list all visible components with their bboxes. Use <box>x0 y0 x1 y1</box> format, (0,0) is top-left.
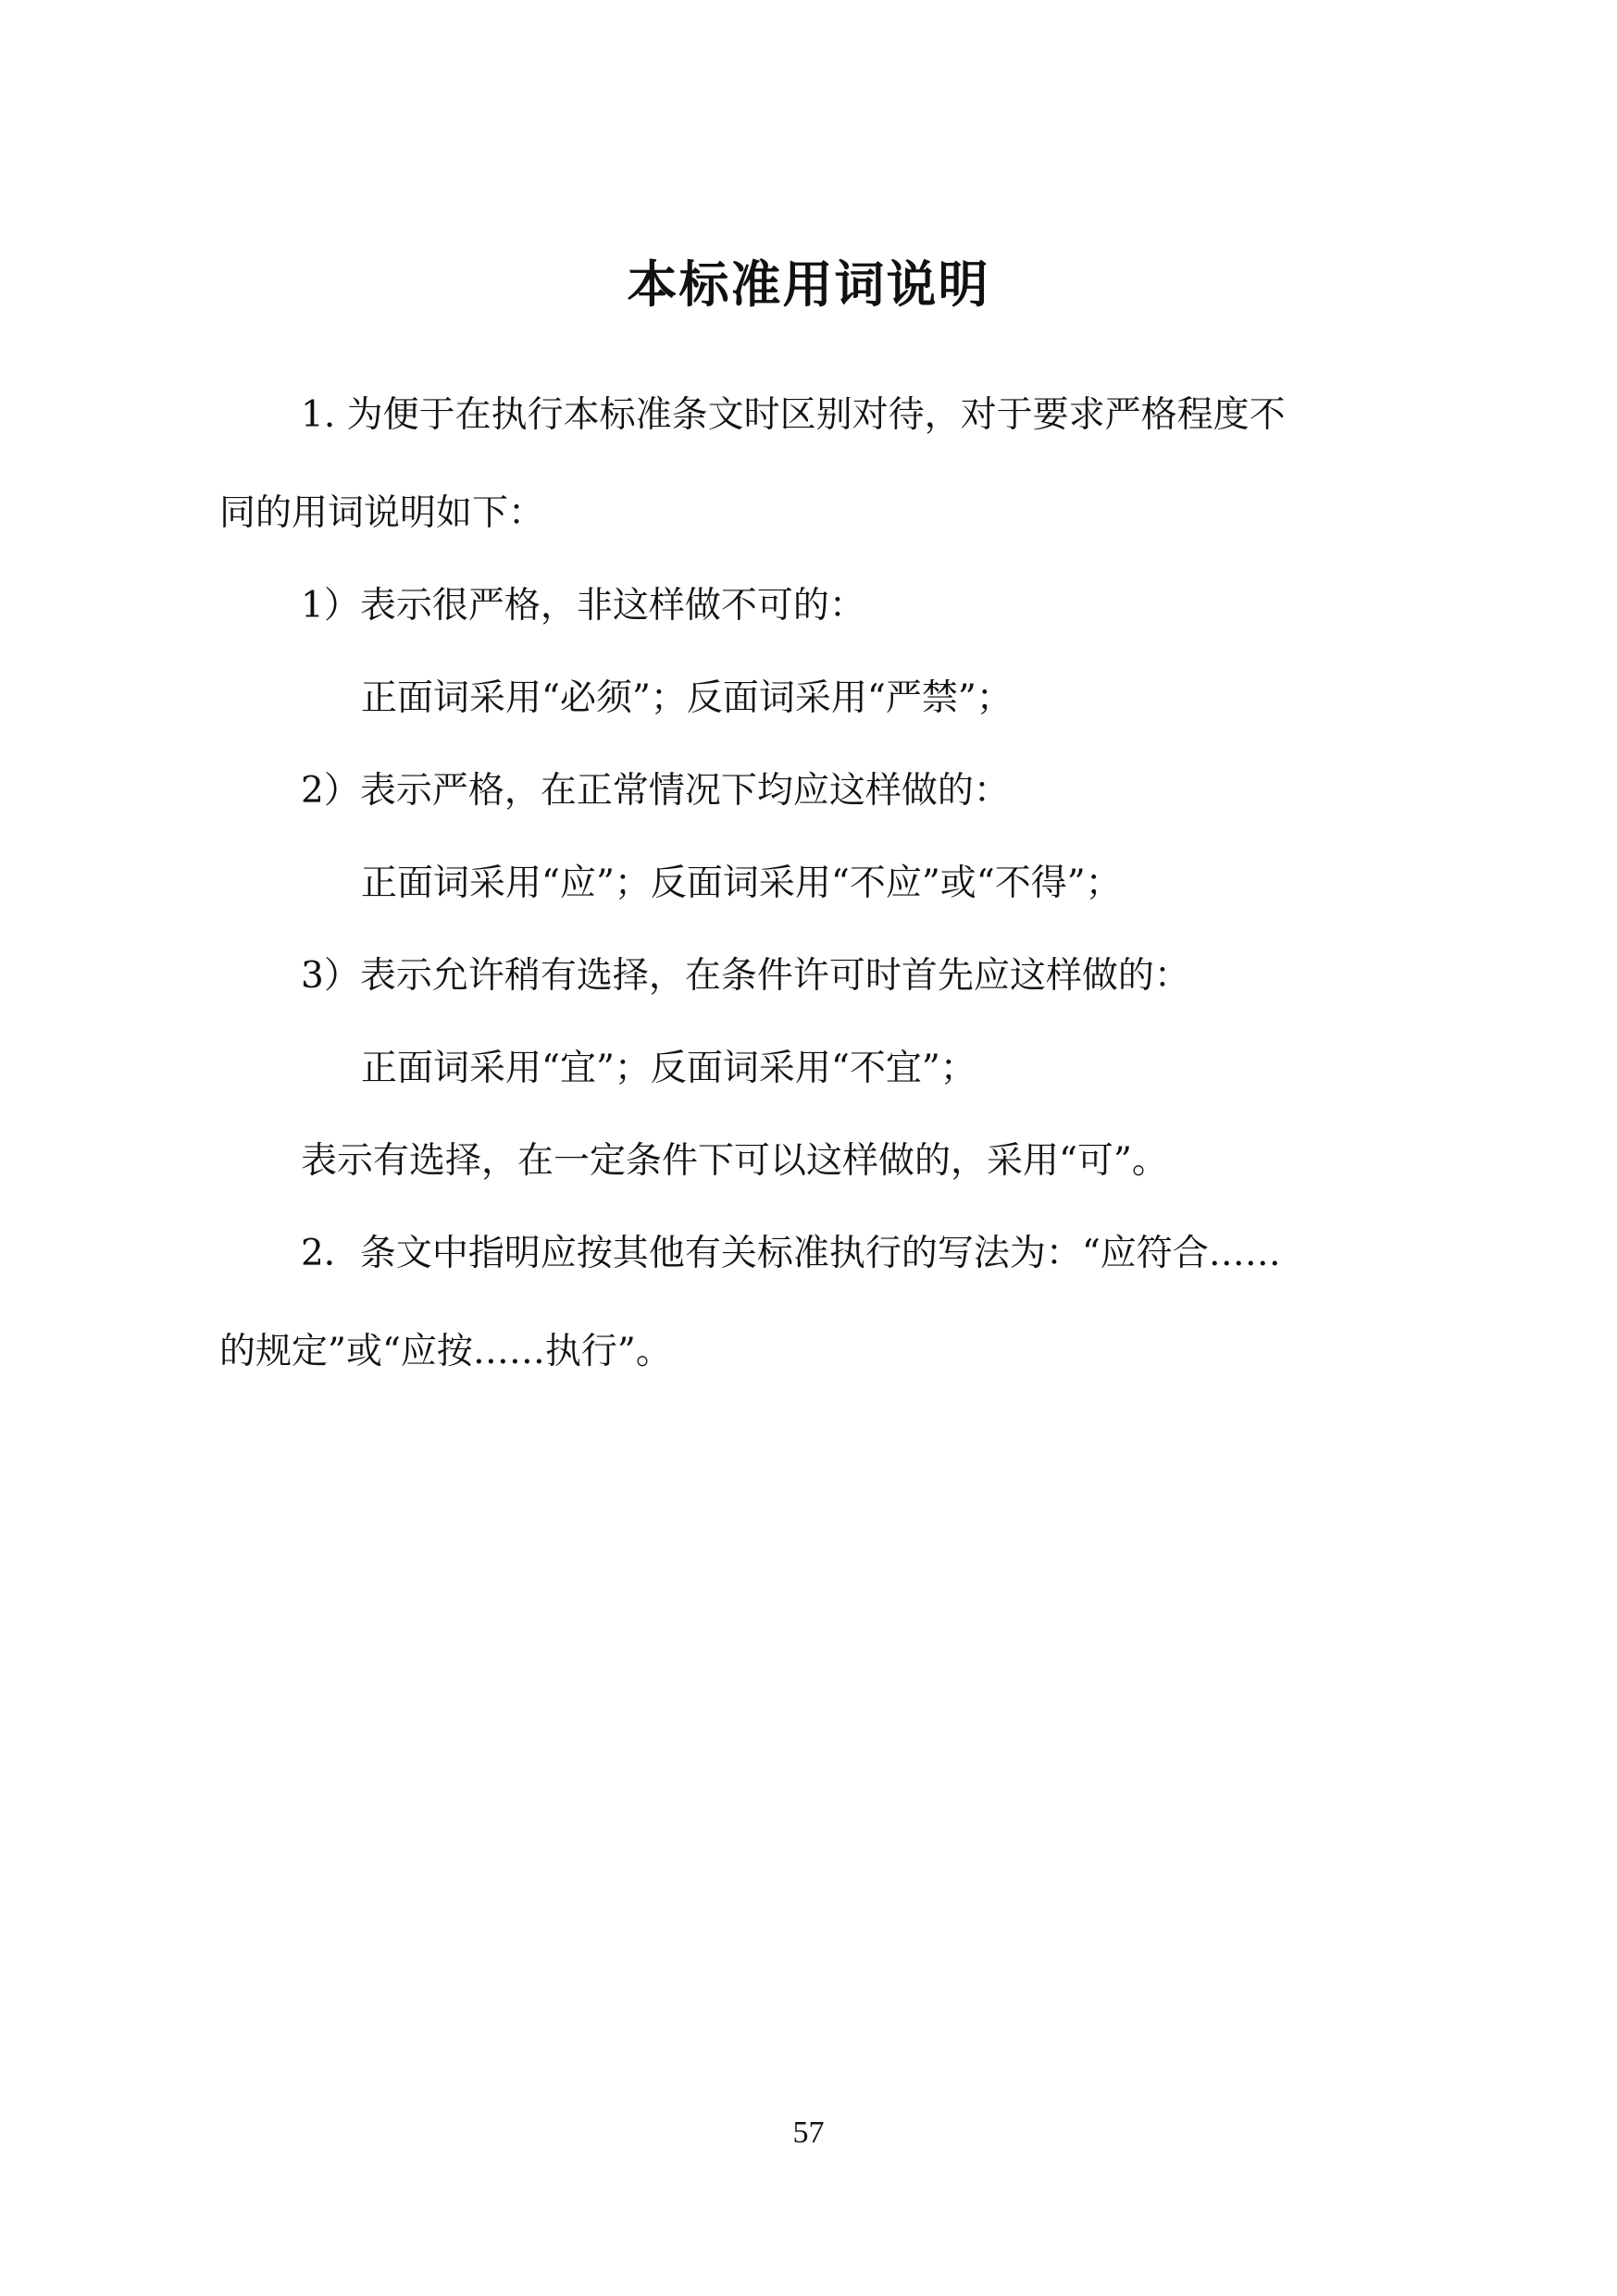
list-item-line: 正面词采用“必须”；反面词采用“严禁”； <box>361 677 1013 719</box>
list-item-line: 表示有选择，在一定条件下可以这样做的，采用“可”。 <box>301 1140 1168 1182</box>
page-title: 本标准用词说明 <box>627 255 990 314</box>
paragraph-line: 1. 为便于在执行本标准条文时区别对待，对于要求严格程度不 <box>301 394 1286 436</box>
paragraph-line: 2．条文中指明应按其他有关标准执行的写法为：“应符合…… <box>301 1233 1281 1274</box>
paragraph-line: 同的用词说明如下： <box>219 492 545 534</box>
paragraph-line: 的规定”或“应按……执行”。 <box>219 1331 672 1372</box>
page-number: 57 <box>792 2116 825 2150</box>
list-item-line: 1）表示很严格，非这样做不可的： <box>301 585 865 627</box>
list-item-line: 正面词采用“宜”；反面词采用“不宜”； <box>361 1048 976 1089</box>
list-item-line: 3）表示允许稍有选择，在条件许可时首先应这样做的： <box>301 955 1190 997</box>
list-item-line: 正面词采用“应”；反面词采用“不应”或“不得”； <box>361 863 1122 904</box>
list-item-line: 2）表示严格，在正常情况下均应这样做的： <box>301 770 1010 812</box>
